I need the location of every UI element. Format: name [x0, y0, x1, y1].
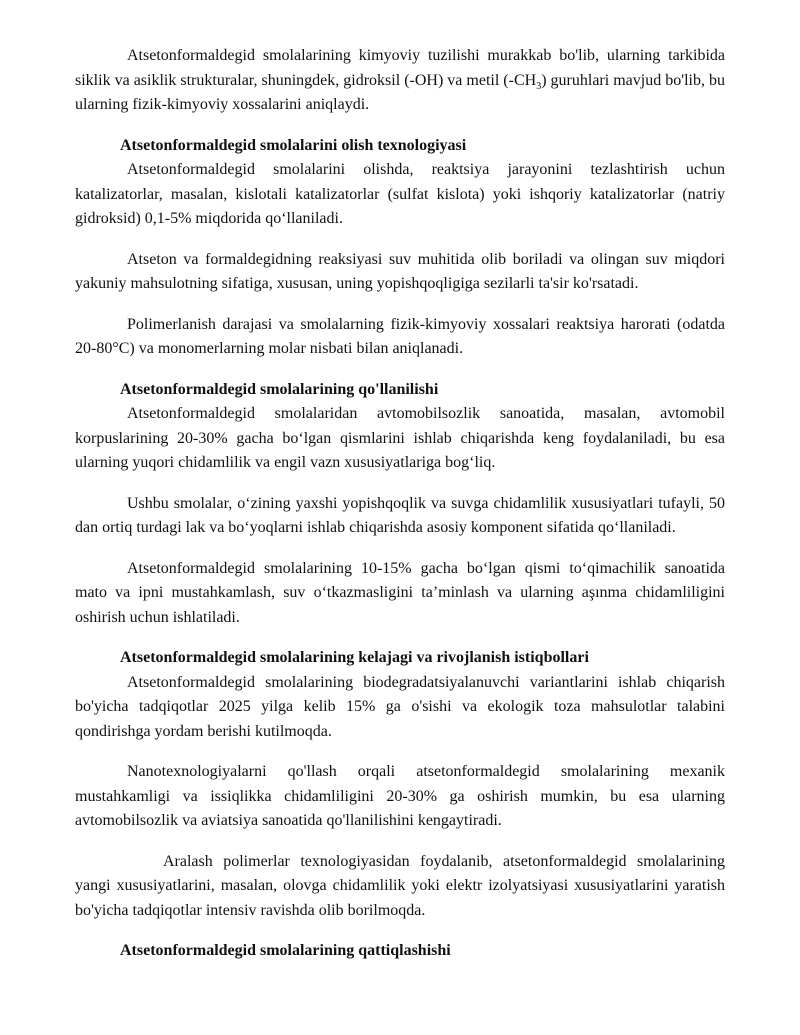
paragraph-catalysts: Atsetonformaldegid smolalarini olishda, reaktsiya jarayonini tezlashtirish uchun katalizatorlar, masalan, kislotali katalizatorlar (sulfat kislota) yoki ishqoriy katalizatorlar (natriy gidroksid) 0,1-5% miqdorida qo‘llaniladi. — [75, 161, 725, 227]
paragraph-chemical-structure: Atsetonformaldegid smolalarining kimyoviy tuzilishi murakkab bo'lib, ularning tarkibida siklik va asiklik strukturalar, shuningdek, gidroksil (-OH) va metil $(-CH_3)$ guruhlari mavjud bo'lib, bu ularning fizik-kimyoviy xossalarini aniqlaydi. — [75, 47, 726, 113]
heading-production-technology: Atsetonformaldegid smolalarini olish texnologiyasi — [120, 136, 467, 154]
heading-applications: Atsetonformaldegid smolalarining qo'llanilishi — [120, 380, 439, 398]
document-page — [75, 44, 725, 964]
heading-curing: Atsetonformaldegid smolalarining qattiqlashishi — [120, 942, 451, 959]
paragraph-biodegradable: Atsetonformaldegid smolalarining biodegradatsiyalanuvchi variantlarini ishlab chiqarish bo'yicha tadqiqotlar 2025 yilga kelib 15% ga o'sishi va ekologik toza mahsulotlar talabini qondirishga yordam berishi kutilmoqda. — [75, 673, 725, 740]
paragraph-water-medium: Atseton va formaldegidning reaksiyasi suv muhitida olib boriladi va olingan suv miqdori yakuniy mahsulotning sifatiga, xususan, uning yopishqoqligiga sezilarli ta'sir ko'rsatadi. — [75, 250, 725, 292]
paragraph-textile: Atsetonformaldegid smolalarining 10-15% gacha bo‘lgan qismi to‘qimachilik sanoatida mato va ipni mustahkamlash, suv o‘tkazmasligini ta’minlash va ularning aşınma chidamliligini oshirish uchun ishlatiladi. — [75, 559, 725, 626]
paragraph-lacquers: Ushbu smolalar, o‘zining yaxshi yopishqoqlik va suvga chidamlilik xususiyatlari tufayli, 50 dan ortiq turdagi lak va bo‘yoqlarni ishlab chiqarishda asosiy komponent sifatida qo‘llaniladi. — [75, 494, 725, 536]
heading-future-prospects: Atsetonformaldegid smolalarining kelajagi va rivojlanish istiqbollari — [120, 649, 589, 666]
paragraph-automotive: Atsetonformaldegid smolalaridan avtomobilsozlik sanoatida, masalan, avtomobil korpuslarining 20-30% gacha bo‘lgan qismlarini ishlab chiqarishda keng foydalaniladi, bu esa ularning yuqori chidamlilik va engil vazn xususiyatlariga bog‘liq. — [75, 405, 725, 471]
paragraph-mixed-polymers: Aralash polimerlar texnologiyasidan foydalanib, atsetonformaldegid smolalarining yangi xususiyatlarini, masalan, olovga chidamlilik yoki elektr izolyatsiyasi xususiyatlarini yaratish bo'yicha tadqiqotlar intensiv ravishda olib borilmoqda. — [75, 852, 725, 919]
paragraph-polymerization: Polimerlanish darajasi va smolalarning fizik-kimyoviy xossalari reaktsiya harorati (odatda 20-80°C) va monomerlarning molar nisbati bilan aniqlanadi. — [75, 315, 725, 357]
paragraph-nanotech: Nanotexnologiyalarni qo'llash orqali atsetonformaldegid smolalarining mexanik mustahkamligi va issiqlikka chidamliligini 20-30% ga oshirish mumkin, bu esa ularning avtomobilsozlik va aviatsiya sanoatida qo'llanilishini kengaytiradi. — [75, 763, 725, 829]
